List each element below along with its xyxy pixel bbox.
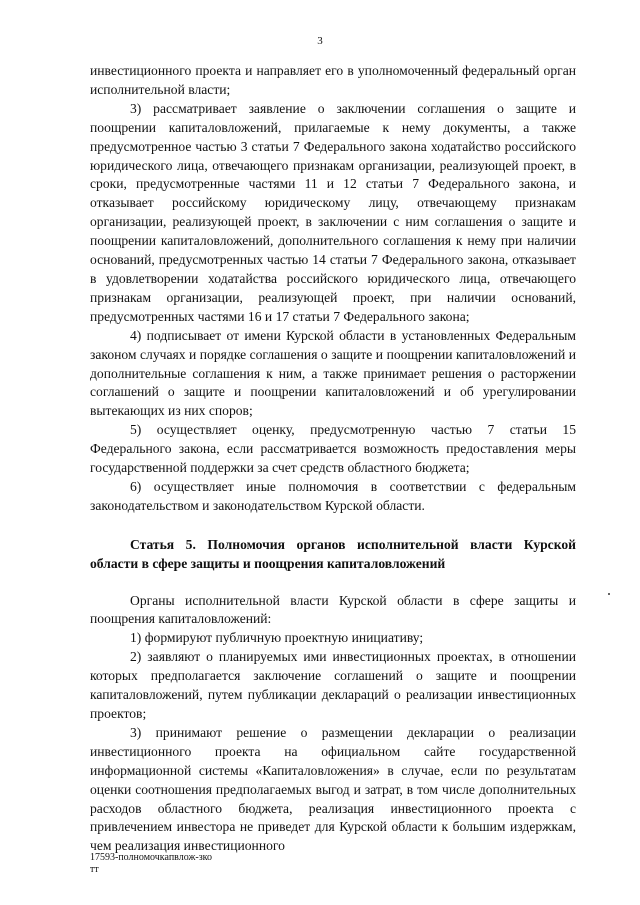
article-item-2: 2) заявляют о планируемых ими инвестиционных проектах, в отношении которых предполагается заключение соглашений о защите и поощрении капиталовложений, путем публикации деклараций о реализации инвестиционных проектов; — [90, 649, 576, 721]
article-item-3: 3) принимают решение о размещении декларации о реализации инвестиционного проекта на официальном сайте государственной информационной системы «Капиталовложения» в случае, если по результатам оценки соотношения предполагаемых выгод и затрат, в том числе дополнительных расходов областного бюджета, реализация инвестиционного проекта с привлечением инвестора не приведет для Курской области к большим издержкам, чем реализация инвестиционного — [90, 724, 576, 854]
document-footer — [90, 852, 212, 876]
scan-speck — [608, 593, 610, 595]
article-heading: Статья 5. Полномочия органов исполнительной власти Курской области в сфере защиты и поощрения капиталовложений — [90, 536, 576, 571]
paragraph-item-6: 6) осуществляет иные полномочия в соответствии с федеральным законодательством и законодательством Курской области. — [90, 478, 576, 513]
article-item-1: 1) формируют публичную проектную инициативу; — [130, 630, 424, 646]
article-intro: Органы исполнительной власти Курской области в сфере защиты и поощрения капиталовложений: — [90, 592, 576, 627]
document-body — [90, 62, 576, 856]
paragraph-item-3: 3) рассматривает заявление о заключении соглашения о защите и поощрении капиталовложений, прилагаемые к нему документы, а также предусмотренное частью 3 статьи 7 Федерального закона ходатайство российского юридического лица, отвечающего признакам организации, реализующей проект, в сроки, предусмотренные частями 11 и 12 статьи 7 Федерального закона, и отказывает российскому юридическому лицу, отвечающему признакам организации, реализующей проект, в заключении с ним соглашения о защите и поощрении капиталовложений, дополнительного соглашения к нему при наличии оснований, предусмотренных частью 14 статьи 7 Федерального закона, отказывает в удовлетворении ходатайства российского юридического лица, отвечающего признакам организации, реализующей проект, при наличии оснований, предусмотренных частями 16 и 17 статьи 7 Федерального закона; — [90, 100, 576, 324]
paragraph-item-4: 4) подписывает от имени Курской области в установленных Федеральным законом случаях и порядке соглашения о защите и поощрении капиталовложений и дополнительные соглашения к ним, а также принимает решения о расторжении соглашений о защите и поощрении капиталовложений и об урегулировании вытекающих из них споров; — [90, 327, 576, 419]
page-number: 3 — [317, 35, 323, 47]
footer-file-code: 17593-полномочкапвлож-зко — [90, 852, 213, 863]
paragraph-item-5: 5) осуществляет оценку, предусмотренную частью 7 статьи 15 Федерального закона, если рассматривается возможность предоставления меры государственной поддержки за счет средств областного бюджета; — [90, 422, 576, 476]
footer-initials: тт — [90, 864, 99, 875]
paragraph-continuation: инвестиционного проекта и направляет его в уполномоченный федеральный орган исполнительной власти; — [90, 63, 576, 97]
